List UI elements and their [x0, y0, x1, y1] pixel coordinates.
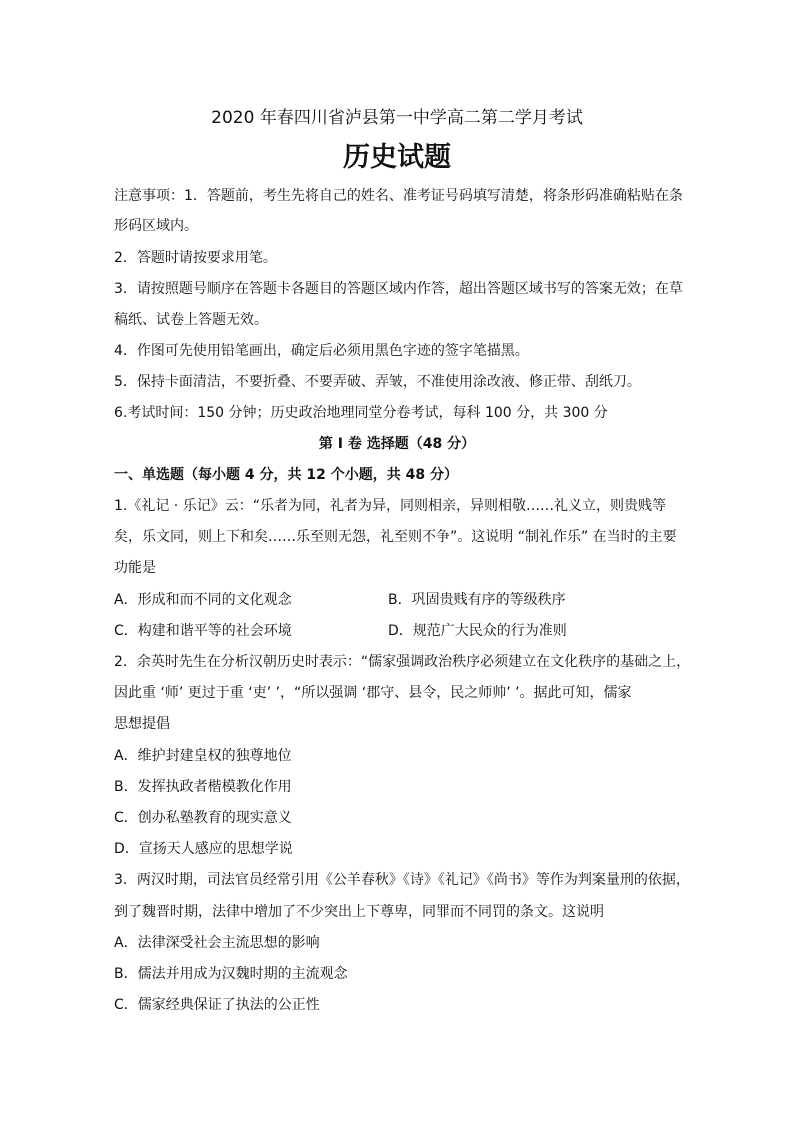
q1-option-d: D．规范广大民众的行为准则 [388, 623, 567, 639]
part-heading: 一、单选题（每小题 4 分，共 12 个小题，共 48 分） [114, 467, 458, 483]
exam-title: 2020 年春四川省泸县第一中学高二第二学月考试 [211, 108, 583, 128]
q3-option-b: B．儒法并用成为汉魏时期的主流观念 [114, 966, 348, 982]
q2-line-2: 因此重 ‘师’ 更过于重 ‘吏’ ’，“所以强调 ‘郡守、县令，民之师帅’ ’。据此可知，儒家 [114, 685, 632, 701]
q1-line-1: 1.《礼记 · 乐记》云：“乐者为同，礼者为异，同则相亲，异则相敬……礼义立，则贵贱等 [114, 498, 666, 514]
q1-option-b: B．巩固贵贱有序的等级秩序 [388, 592, 566, 608]
q3-option-a: A．法律深受社会主流思想的影响 [114, 935, 320, 951]
q3-line-1: 3．两汉时期，司法官员经常引用《公羊春秋》《诗》《礼记》《尚书》等作为判案量刑的依据， [114, 872, 690, 888]
note-line-6: 6.考试时间：150 分钟；历史政治地理同堂分卷考试，每科 100 分，共 300 分 [114, 405, 608, 421]
q2-option-b: B．发挥执政者楷模教化作用 [114, 779, 292, 795]
section-title: 第 I 卷 选择题（48 分） [318, 436, 476, 452]
subject-title: 历史试题 [343, 142, 451, 173]
note-line-5: 5．保持卡面清洁，不要折叠、不要弄破、弄皱，不准使用涂改液、修正带、刮纸刀。 [114, 374, 641, 390]
q1-option-c: C．构建和谐平等的社会环境 [114, 623, 292, 639]
note-line-1b: 形码区域内。 [114, 218, 198, 234]
q2-line-3: 思想提倡 [114, 716, 170, 732]
note-line-2: 2．答题时请按要求用笔。 [114, 250, 277, 266]
q1-line-2: 矣，乐文同，则上下和矣……乐至则无怨，礼至则不争”。这说明 “制礼作乐” 在当时的主要 [114, 529, 677, 545]
q1-line-3: 功能是 [114, 560, 156, 576]
q2-line-1: 2．余英时先生在分析汉朝历史时表示：“儒家强调政治秩序必须建立在文化秩序的基础之上， [114, 654, 691, 670]
note-line-3: 3．请按照题号顺序在答题卡各题目的答题区域内作答，超出答题区域书写的答案无效；在草 [114, 281, 683, 297]
q2-option-a: A．维护封建皇权的独尊地位 [114, 748, 292, 764]
q1-option-a: A．形成和而不同的文化观念 [114, 592, 292, 608]
note-line-1: 注意事项：1．答题前，考生先将自己的姓名、准考证号码填写清楚，将条形码准确粘贴在条 [114, 188, 683, 204]
q3-option-c: C．儒家经典保证了执法的公正性 [114, 997, 320, 1013]
note-line-3b: 稿纸、试卷上答题无效。 [114, 312, 268, 328]
q2-option-c: C．创办私塾教育的现实意义 [114, 810, 292, 826]
q2-option-d: D．宣扬天人感应的思想学说 [114, 841, 293, 857]
q3-line-2: 到了魏晋时期，法律中增加了不少突出上下尊卑，同罪而不同罚的条文。这说明 [114, 904, 604, 920]
note-line-4: 4．作图可先使用铅笔画出，确定后必须用黑色字迹的签字笔描黑。 [114, 343, 529, 359]
